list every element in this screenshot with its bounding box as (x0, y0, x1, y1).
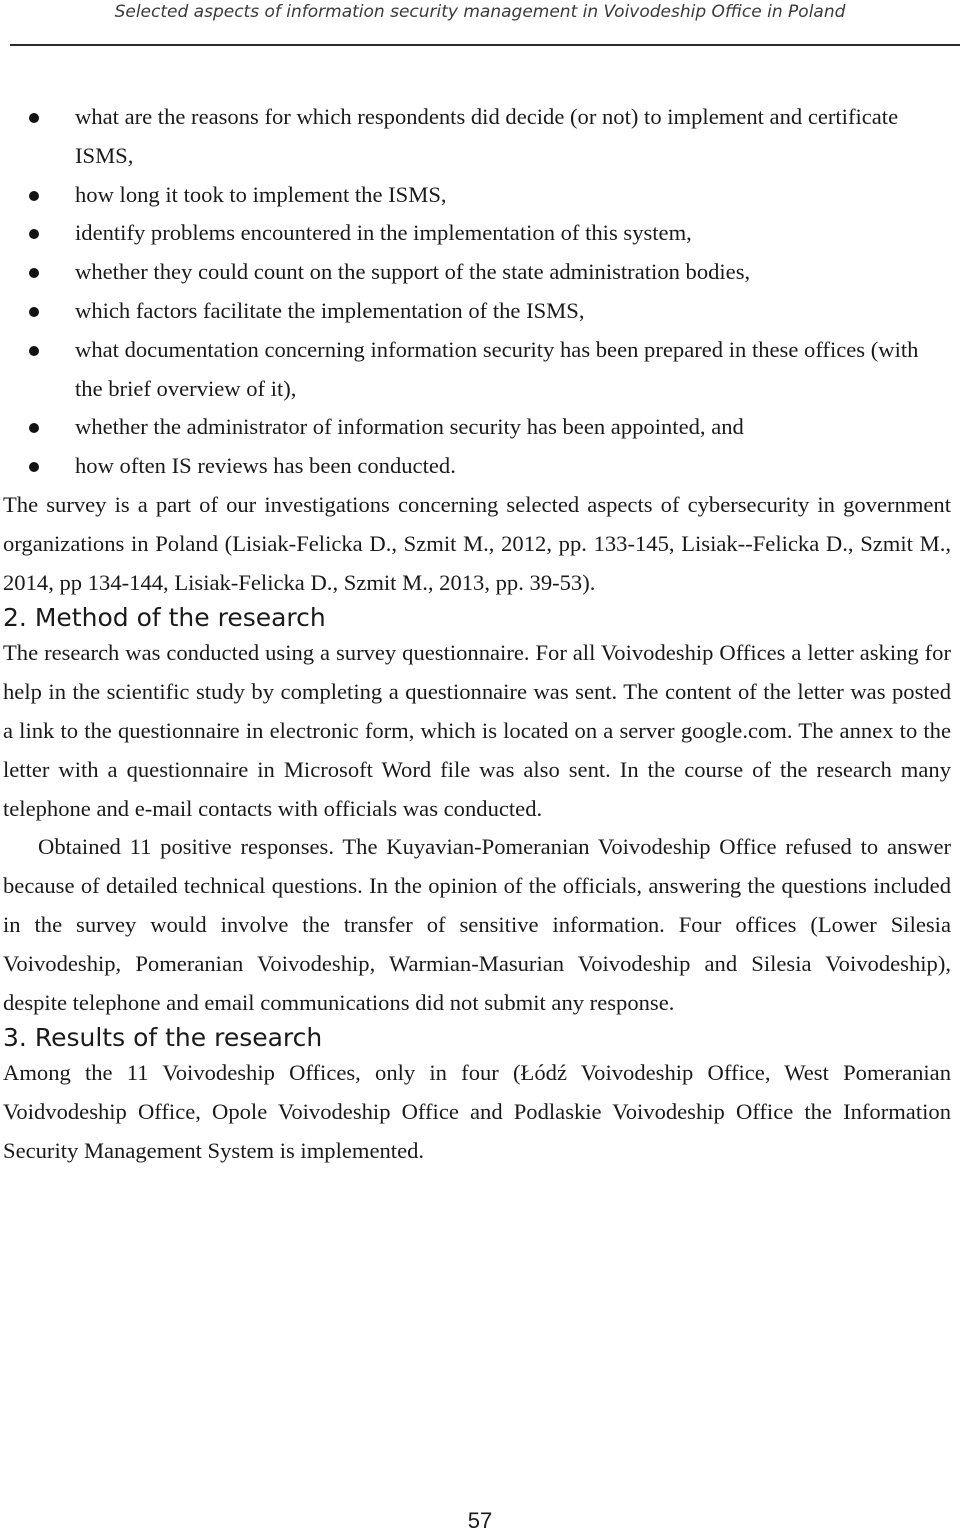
list-item (3, 408, 951, 447)
section-number: 3. (3, 1023, 27, 1053)
list-item-text: whether the administrator of information security has been appointed, and (75, 414, 744, 440)
survey-paragraph: The survey is a part of our investigations concerning selected aspects of cybersecurity in government organizations in Poland (Lisiak-Felicka D., Szmit M., 2012, pp. 133-145, Lisiak--Felicka D., Szmit M., 2014, pp 134-144, Lisiak-Felicka D., Szmit M., 2013, pp. 39-53). (3, 491, 951, 595)
list-item-text: how often IS reviews has been conducted. (75, 453, 456, 479)
list-item-text: identify problems encountered in the implementation of this system, (75, 220, 692, 246)
section-title: Results of the research (34, 1023, 323, 1053)
bullet-icon (29, 268, 39, 278)
list-item (3, 214, 951, 253)
list-item-text: what documentation concerning information security has been prepared in these offices (with the brief overview of it), (75, 336, 919, 401)
bullet-icon (29, 229, 39, 239)
list-item (3, 176, 951, 215)
list-item-text: how long it took to implement the ISMS, (75, 181, 447, 207)
list-item-text: which factors facilitate the implementation of the ISMS, (75, 297, 585, 323)
section-number: 2. (3, 603, 27, 633)
section-heading-results (3, 1022, 951, 1054)
list-item-text: what are the reasons for which respondents did decide (or not) to implement and certificate ISMS, (75, 104, 899, 168)
results-paragraph: Among the 11 Voivodeship Offices, only in four (Łódź Voivodeship Office, West Pomeranian Voidvodeship Office, Opole Voivodeship Office and Podlaskie Voivodeship Office the Information Security Management System is implemented. (3, 1060, 951, 1163)
list-item (3, 447, 951, 486)
bullet-icon (29, 346, 39, 356)
list-item (3, 98, 951, 176)
page-number: 57 (467, 1508, 493, 1533)
list-item-text: whether they could count on the support of the state administration bodies, (75, 259, 751, 285)
list-item (3, 292, 951, 331)
running-header: Selected aspects of information security management in Voivodeship Office in Poland (114, 2, 846, 22)
section-title: Method of the research (34, 603, 326, 633)
bullet-icon (29, 462, 39, 472)
bullet-icon (29, 191, 39, 201)
bullet-icon (29, 423, 39, 433)
bullet-icon (29, 307, 39, 317)
header-divider (10, 44, 960, 46)
list-item (3, 331, 951, 409)
research-questions-list (3, 98, 951, 486)
bullet-icon (29, 113, 39, 123)
method-paragraph: The research was conducted using a survey questionnaire. For all Voivodeship Offices a letter asking for help in the scientific study by completing a questionnaire was sent. The content of the letter was posted a link to the questionnaire in electronic form, which is located on a server google.com. The annex to the letter with a questionnaire in Microsoft Word file was also sent. In the course of the research many telephone and e-mail contacts with officials was conducted. (3, 640, 951, 821)
list-item (3, 253, 951, 292)
method-paragraph: Obtained 11 positive responses. The Kuyavian-Pomeranian Voivodeship Office refused to answer because of detailed technical questions. In the opinion of the officials, answering the questions included in the survey would involve the transfer of sensitive information. Four offices (Lower Silesia Voivodeship, Pomeranian Voivodeship, Warmian-Masurian Voivodeship and Silesia Voivodeship), despite telephone and email communications did not submit any response. (3, 834, 951, 1015)
page-body (3, 98, 951, 1171)
section-heading-method (3, 602, 951, 634)
